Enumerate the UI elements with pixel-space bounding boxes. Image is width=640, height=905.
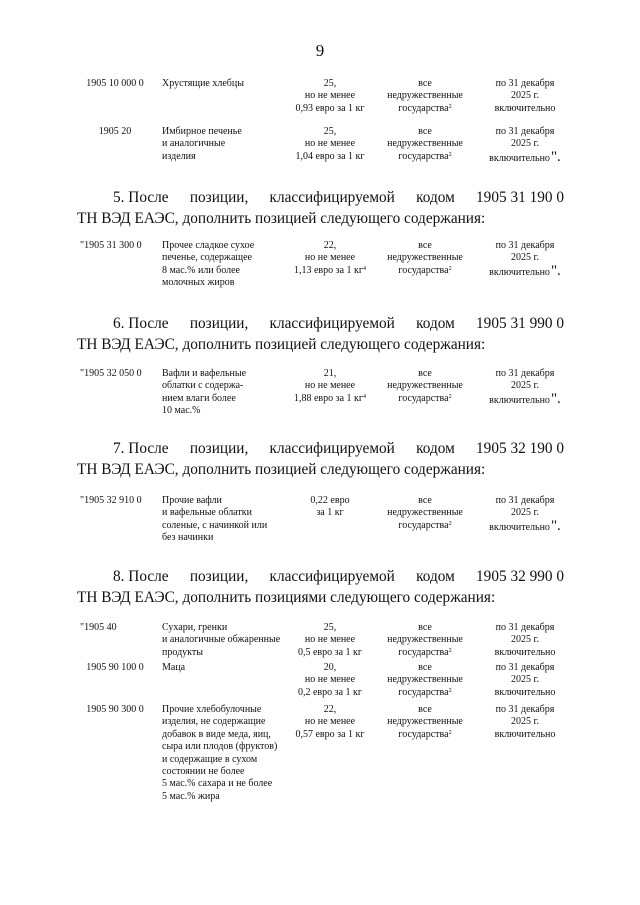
- cell-line: [470, 148, 580, 165]
- product-description: [162, 704, 277, 803]
- footnote-mark: 2: [448, 103, 452, 110]
- cell-line: [470, 674, 580, 686]
- cell-line-text: и аналогичные: [162, 138, 226, 150]
- cell-line-text: но не менее: [304, 252, 356, 264]
- cell-line: [162, 741, 277, 753]
- cell-line-text: Сухари, гренки: [162, 622, 228, 633]
- cell-line-text: Прочие хлебобулочные: [162, 704, 262, 715]
- footnote-mark: 4: [363, 393, 366, 400]
- cell-line-text: 0,5 евро за 1 кг: [297, 646, 362, 658]
- paragraph-word: 1905 31 990 0: [476, 315, 564, 332]
- paragraph-word: классифицируемой: [269, 189, 395, 206]
- cell-line: [162, 791, 277, 803]
- cell-line-text: 20,: [323, 662, 337, 673]
- valid-until: [470, 126, 580, 165]
- cell-line-text: все: [418, 240, 432, 251]
- cell-line-text: 0,22 евро: [310, 495, 350, 506]
- paragraph-word: позиции,: [189, 568, 249, 585]
- cell-line: [470, 647, 580, 659]
- cell-line-text: 2025 г.: [511, 380, 539, 392]
- cell-line: [162, 277, 254, 289]
- cell-line: [365, 393, 485, 405]
- paragraph-word: позиции,: [189, 440, 249, 457]
- footnote-mark: 2: [448, 520, 452, 527]
- cell-line: [162, 729, 277, 741]
- paragraph-word: кодом: [416, 568, 455, 585]
- closing-quote: ".: [550, 517, 561, 534]
- cell-line-text: все: [418, 368, 432, 379]
- cell-line: [365, 368, 485, 380]
- cell-line-text: 8 мас.% или более: [162, 264, 240, 276]
- cell-line-text: включительно: [494, 686, 556, 698]
- tariff-code: 1905 90 100 0: [86, 662, 144, 673]
- cell-line-text: изделия, не содержащие: [162, 716, 266, 728]
- countries: [365, 704, 485, 741]
- cell-line: [162, 520, 267, 532]
- paragraph-word: классифицируемой: [269, 440, 395, 457]
- tariff-code: "1905 40: [80, 622, 117, 633]
- paragraph-word: кодом: [416, 315, 455, 332]
- cell-line: [365, 674, 485, 686]
- cell-line-text: и содержащие в сухом: [162, 753, 258, 765]
- cell-line-text: включительно: [494, 102, 556, 114]
- paragraph-word: кодом: [416, 440, 455, 457]
- cell-line: [470, 687, 580, 699]
- footnote-mark: 2: [448, 265, 452, 272]
- cell-line: [470, 252, 580, 264]
- cell-line: [470, 507, 580, 519]
- cell-line-text: Имбирное печенье: [162, 126, 242, 137]
- cell-line: [162, 405, 246, 417]
- cell-line-text: государства: [398, 264, 449, 276]
- cell-line: [162, 393, 246, 405]
- cell-line-text: 2025 г.: [511, 716, 539, 728]
- cell-line-text: 21,: [323, 368, 337, 379]
- paragraph-7: [77, 438, 564, 480]
- cell-line: [470, 368, 580, 380]
- cell-line-text: по 31 декабря: [495, 368, 555, 379]
- cell-line-text: 2025 г.: [511, 634, 539, 646]
- paragraph-word: 8. После: [113, 568, 169, 585]
- cell-line: [470, 517, 580, 534]
- valid-until: [470, 78, 580, 115]
- cell-line: [162, 704, 277, 716]
- cell-line: [470, 622, 580, 634]
- cell-line: [470, 126, 580, 138]
- cell-line: [470, 240, 580, 252]
- cell-line: [162, 138, 242, 150]
- valid-until: [470, 622, 580, 659]
- cell-line: [365, 78, 485, 90]
- valid-until: [470, 704, 580, 741]
- countries: [365, 662, 485, 699]
- cell-line: [365, 103, 485, 115]
- cell-line-text: по 31 декабря: [495, 622, 555, 633]
- cell-line: [162, 507, 267, 519]
- cell-line-text: государства: [398, 646, 449, 658]
- cell-line-text: 0,57 евро за 1 кг: [295, 728, 365, 740]
- cell-line: [365, 662, 485, 674]
- page-number: 9: [315, 41, 325, 60]
- paragraph-second-line: ТН ВЭД ЕАЭС, дополнить позицией следующего содержания:: [77, 336, 486, 353]
- cell-line-text: государства: [398, 519, 449, 531]
- paragraph-word: 5. После: [113, 189, 169, 206]
- paragraph-word: 1905 32 190 0: [476, 440, 564, 457]
- cell-line: [365, 265, 485, 277]
- cell-line-text: и вафельные облатки: [162, 507, 252, 519]
- cell-line-text: добавок в виде меда, яиц,: [162, 728, 271, 740]
- cell-line-text: 2025 г.: [511, 252, 539, 264]
- paragraph-5: [77, 187, 564, 229]
- cell-line-text: 0,2 евро за 1 кг: [297, 686, 362, 698]
- cell-line: [162, 634, 280, 646]
- cell-line-text: продукты: [162, 646, 203, 658]
- cell-line-text: 25,: [323, 126, 337, 137]
- cell-line-text: по 31 декабря: [495, 126, 555, 137]
- cell-line: [162, 532, 267, 544]
- cell-line-text: печенье, содержащее: [162, 252, 252, 264]
- cell-line-text: Прочее сладкое сухое: [162, 240, 255, 251]
- cell-line: [162, 495, 267, 507]
- cell-line-text: Хрустящие хлебцы: [162, 78, 244, 89]
- product-description: [162, 622, 280, 659]
- cell-line: [162, 754, 277, 766]
- cell-line: [365, 634, 485, 646]
- paragraph-first-line: [77, 438, 564, 459]
- cell-line: [162, 265, 254, 277]
- cell-line-text: но не менее: [304, 674, 356, 686]
- cell-line-text: государства: [398, 150, 449, 162]
- cell-line-text: недружественные: [387, 716, 463, 728]
- cell-line-text: облатки с содержа-: [162, 380, 244, 392]
- cell-line: [162, 368, 246, 380]
- closing-quote: ".: [550, 148, 561, 165]
- cell-line-text: и аналогичные обжаренные: [162, 634, 281, 646]
- cell-line: [365, 90, 485, 102]
- valid-until: [470, 368, 580, 407]
- paragraph-6: [77, 313, 564, 355]
- cell-line: [162, 716, 277, 728]
- closing-quote: ".: [550, 262, 561, 279]
- cell-line: [365, 240, 485, 252]
- cell-line-text: без начинки: [162, 532, 214, 544]
- cell-line-text: но не менее: [304, 380, 356, 392]
- cell-line: [365, 495, 485, 507]
- cell-line: [162, 126, 242, 138]
- paragraph-second-line: ТН ВЭД ЕАЭС, дополнить позицией следующего содержания:: [77, 461, 486, 478]
- countries: [365, 622, 485, 659]
- cell-line: [470, 634, 580, 646]
- cell-line: [365, 622, 485, 634]
- paragraph-second-line: ТН ВЭД ЕАЭС, дополнить позициями следующего содержания:: [77, 589, 496, 606]
- paragraph-word: 1905 32 990 0: [476, 568, 564, 585]
- cell-line-text: Маца: [162, 662, 186, 673]
- countries: [365, 368, 485, 405]
- cell-line: [365, 704, 485, 716]
- cell-line-text: недружественные: [387, 380, 463, 392]
- cell-line-text: за 1 кг: [316, 507, 344, 519]
- cell-line: [365, 126, 485, 138]
- valid-until: [470, 495, 580, 534]
- cell-line-text: 1,88 евро за 1 кг: [293, 392, 363, 404]
- cell-line-text: молочных жиров: [162, 277, 235, 289]
- tariff-code: "1905 32 050 0: [80, 368, 142, 379]
- cell-line: [162, 622, 280, 634]
- cell-line-text: 22,: [323, 240, 337, 251]
- cell-line: [162, 778, 277, 790]
- paragraph-word: позиции,: [189, 315, 249, 332]
- cell-line-text: Прочие вафли: [162, 495, 222, 506]
- valid-until: [470, 240, 580, 279]
- tariff-code: 1905 90 300 0: [86, 704, 144, 715]
- cell-line: [470, 729, 580, 741]
- cell-line-text: 2025 г.: [511, 138, 539, 150]
- cell-line-text: 2025 г.: [511, 90, 539, 102]
- cell-line-text: государства: [398, 686, 449, 698]
- cell-line: [470, 662, 580, 674]
- cell-line: [470, 103, 580, 115]
- cell-line-text: государства: [398, 392, 449, 404]
- product-description: [162, 126, 242, 163]
- cell-line-text: по 31 декабря: [495, 662, 555, 673]
- cell-line-text: 2025 г.: [511, 674, 539, 686]
- cell-line: [162, 240, 254, 252]
- product-description: [162, 368, 246, 418]
- cell-line: [162, 662, 185, 674]
- cell-line-text: недружественные: [387, 674, 463, 686]
- cell-line-text: недружественные: [387, 252, 463, 264]
- cell-line-text: все: [418, 78, 432, 89]
- cell-line: [162, 78, 244, 90]
- cell-line-text: 5 мас.% жира: [162, 790, 220, 802]
- cell-line-text: 10 мас.%: [162, 405, 201, 417]
- cell-line-text: сыра или плодов (фруктов): [162, 741, 278, 753]
- cell-line-text: состоянии не более: [162, 766, 245, 778]
- cell-line-text: включительно: [489, 152, 550, 164]
- tariff-code: "1905 31 300 0: [80, 240, 142, 251]
- cell-line: [470, 390, 580, 407]
- cell-line: [162, 252, 254, 264]
- cell-line: [365, 151, 485, 163]
- cell-line: [470, 262, 580, 279]
- cell-line-text: по 31 декабря: [495, 240, 555, 251]
- cell-line: [470, 380, 580, 392]
- cell-line-text: все: [418, 662, 432, 673]
- product-description: [162, 78, 244, 90]
- tariff-code: "1905 32 910 0: [80, 495, 142, 506]
- tariff-code: 1905 10 000 0: [86, 78, 144, 89]
- cell-line-text: недружественные: [387, 90, 463, 102]
- cell-line: [470, 495, 580, 507]
- cell-line: [365, 252, 485, 264]
- cell-line-text: недружественные: [387, 138, 463, 150]
- cell-line: [365, 520, 485, 532]
- cell-line-text: все: [418, 495, 432, 506]
- paragraph-word: 1905 31 190 0: [476, 189, 564, 206]
- cell-line-text: включительно: [489, 266, 550, 278]
- paragraph-word: 6. После: [113, 315, 169, 332]
- cell-line-text: включительно: [494, 728, 556, 740]
- product-description: [162, 495, 267, 545]
- paragraph-word: 7. После: [113, 440, 169, 457]
- cell-line-text: но не менее: [304, 716, 356, 728]
- cell-line-text: включительно: [489, 394, 550, 406]
- cell-line-text: 25,: [323, 78, 337, 89]
- footnote-mark: 2: [448, 151, 452, 158]
- cell-line-text: недружественные: [387, 634, 463, 646]
- cell-line: [470, 716, 580, 728]
- cell-line: [365, 138, 485, 150]
- paragraph-word: классифицируемой: [269, 315, 395, 332]
- paragraph-first-line: [77, 313, 564, 334]
- cell-line: [470, 704, 580, 716]
- cell-line-text: 1,04 евро за 1 кг: [295, 150, 365, 162]
- paragraph-word: позиции,: [189, 189, 249, 206]
- countries: [365, 240, 485, 277]
- cell-line-text: но не менее: [304, 634, 356, 646]
- cell-line-text: Вафли и вафельные: [162, 368, 247, 379]
- cell-line: [162, 151, 242, 163]
- cell-line: [365, 687, 485, 699]
- cell-line-text: соленые, с начинкой или: [162, 519, 268, 531]
- cell-line: [365, 647, 485, 659]
- paragraph-second-line: ТН ВЭД ЕАЭС, дополнить позицией следующего содержания:: [77, 210, 486, 227]
- cell-line-text: включительно: [494, 646, 556, 658]
- footnote-mark: 2: [448, 647, 452, 654]
- cell-line-text: но не менее: [304, 138, 356, 150]
- cell-line: [470, 138, 580, 150]
- product-description: [162, 240, 254, 290]
- cell-line: [365, 507, 485, 519]
- footnote-mark: 4: [363, 265, 366, 272]
- cell-line-text: нием влаги более: [162, 392, 236, 404]
- countries: [365, 78, 485, 115]
- footnote-mark: 2: [448, 393, 452, 400]
- countries: [365, 495, 485, 532]
- footnote-mark: 2: [448, 729, 452, 736]
- cell-line-text: по 31 декабря: [495, 495, 555, 506]
- cell-line-text: по 31 декабря: [495, 704, 555, 715]
- cell-line-text: недружественные: [387, 507, 463, 519]
- product-description: [162, 662, 185, 674]
- cell-line: [162, 766, 277, 778]
- cell-line-text: 25,: [323, 622, 337, 633]
- cell-line: [470, 78, 580, 90]
- cell-line-text: 2025 г.: [511, 507, 539, 519]
- cell-line-text: все: [418, 126, 432, 137]
- valid-until: [470, 662, 580, 699]
- cell-line-text: изделия: [162, 150, 196, 162]
- cell-line-text: по 31 декабря: [495, 78, 555, 89]
- cell-line-text: 1,13 евро за 1 кг: [293, 264, 363, 276]
- cell-line-text: все: [418, 622, 432, 633]
- cell-line-text: но не менее: [304, 90, 356, 102]
- cell-line-text: государства: [398, 728, 449, 740]
- paragraph-first-line: [77, 187, 564, 208]
- cell-line: [162, 380, 246, 392]
- cell-line: [365, 380, 485, 392]
- tariff-code: 1905 20: [98, 126, 132, 137]
- cell-line-text: государства: [398, 102, 449, 114]
- paragraph-first-line: [77, 566, 564, 587]
- footnote-mark: 2: [448, 687, 452, 694]
- cell-line-text: 5 мас.% сахара и не более: [162, 778, 273, 790]
- cell-line-text: 0,93 евро за 1 кг: [295, 102, 365, 114]
- cell-line-text: все: [418, 704, 432, 715]
- cell-line: [470, 90, 580, 102]
- cell-line-text: включительно: [489, 521, 550, 533]
- closing-quote: ".: [550, 390, 561, 407]
- cell-line: [162, 647, 280, 659]
- cell-line: [365, 716, 485, 728]
- paragraph-8: [77, 566, 564, 608]
- paragraph-word: классифицируемой: [269, 568, 395, 585]
- cell-line: [365, 729, 485, 741]
- paragraph-word: кодом: [416, 189, 455, 206]
- cell-line-text: 22,: [323, 704, 337, 715]
- countries: [365, 126, 485, 163]
